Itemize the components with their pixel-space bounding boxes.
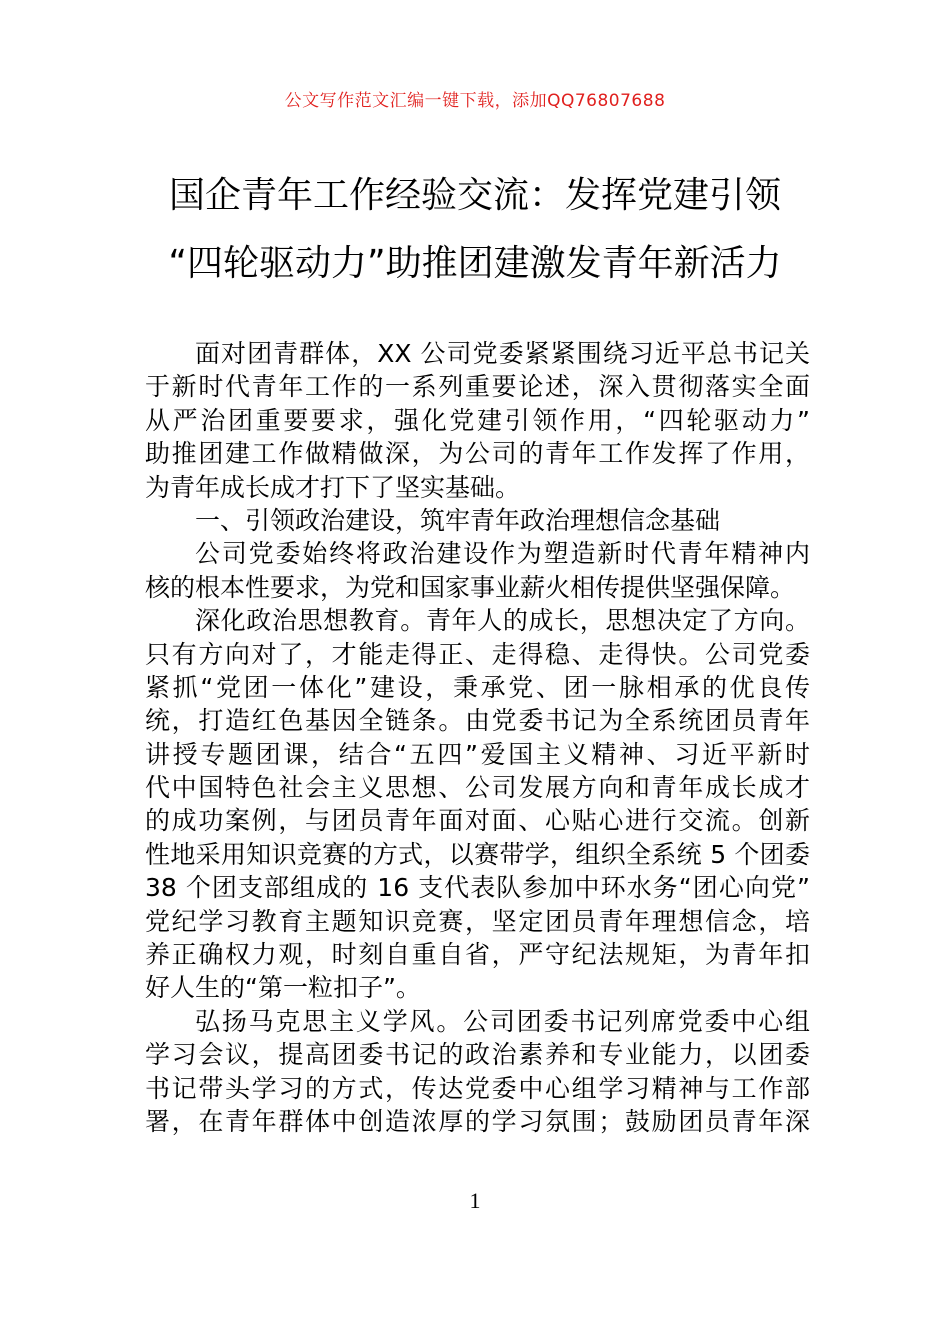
body-text: [145, 337, 810, 1138]
body-line: 书记带头学习的方式，传达党委中心组学习精神与工作部: [145, 1073, 810, 1103]
page-number: 1: [469, 1188, 481, 1213]
body-line: 代中国特色社会主义思想、公司发展方向和青年成长成才: [145, 773, 810, 803]
body-line: 紧抓“党团一体化”建设，秉承党、团一脉相承的优良传: [145, 672, 810, 702]
body-line: 署，在青年群体中创造浓厚的学习氛围；鼓励团员青年深: [145, 1106, 810, 1136]
body-line: 学习会议，提高团委书记的政治素养和专业能力，以团委: [145, 1040, 810, 1070]
body-line: 于新时代青年工作的一系列重要论述，深入贯彻落实全面: [145, 372, 810, 402]
body-line: 统，打造红色基因全链条。由党委书记为全系统团员青年: [145, 706, 810, 736]
body-line: 深化政治思想教育。青年人的成长，思想决定了方向。: [195, 606, 810, 636]
body-line: 党纪学习教育主题知识竞赛，坚定团员青年理想信念，培: [145, 906, 810, 936]
body-line: 核的根本性要求，为党和国家事业薪火相传提供坚强保障。: [145, 572, 796, 602]
section-heading: 一、引领政治建设，筑牢青年政治理想信念基础: [195, 505, 721, 535]
body-line: 只有方向对了，才能走得正、走得稳、走得快。公司党委: [145, 639, 810, 669]
download-banner: 公文写作范文汇编一键下载，添加QQ76807688: [284, 91, 666, 111]
body-line: 的成功案例，与团员青年面对面、心贴心进行交流。创新: [145, 806, 810, 836]
body-line: 为青年成长成才打下了坚实基础。: [145, 472, 521, 502]
body-line: 面对团青群体，XX 公司党委紧紧围绕习近平总书记关: [195, 339, 810, 368]
body-line: 讲授专题团课，结合“五四”爱国主义精神、习近平新时: [145, 739, 810, 769]
title-line-1: 国企青年工作经验交流：发挥党建引领: [168, 175, 781, 216]
body-line: 性地采用知识竞赛的方式，以赛带学，组织全系统 5 个团委: [145, 839, 810, 869]
body-line: 助推团建工作做精做深，为公司的青年工作发挥了作用，: [145, 439, 810, 469]
body-line: 养正确权力观，时刻自重自省，严守纪法规矩，为青年扣: [145, 940, 810, 970]
title-line-2: “四轮驱动力”助推团建激发青年新活力: [168, 243, 782, 284]
body-line: 38 个团支部组成的 16 支代表队参加中环水务“团心向党”: [145, 873, 810, 903]
body-line: 从严治团重要要求，强化党建引领作用，“四轮驱动力”: [145, 405, 810, 435]
body-line: 公司党委始终将政治建设作为塑造新时代青年精神内: [195, 539, 810, 569]
body-line: 弘扬马克思主义学风。公司团委书记列席党委中心组: [195, 1006, 810, 1036]
body-line: 好人生的“第一粒扣子”。: [145, 973, 421, 1003]
